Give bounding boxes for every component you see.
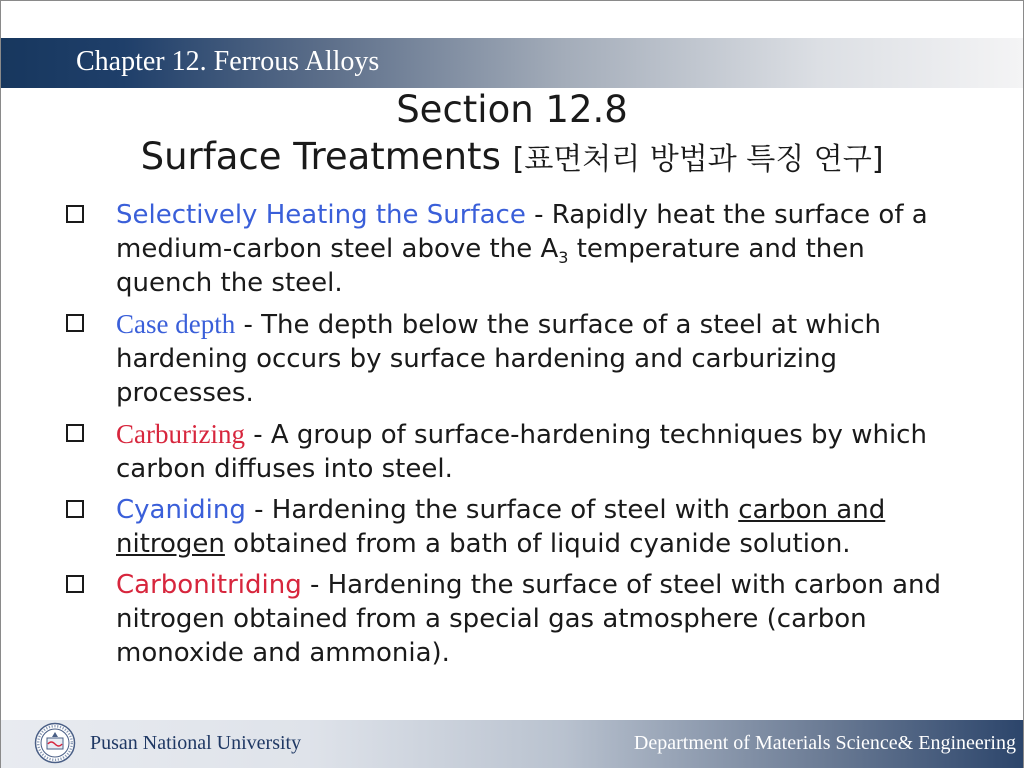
bullet-item-carburizing bbox=[66, 417, 966, 486]
subscript: 3 bbox=[558, 248, 569, 268]
square-bullet-icon bbox=[66, 575, 84, 593]
bullet-item-cyaniding bbox=[66, 493, 966, 561]
square-bullet-icon bbox=[66, 314, 84, 332]
bullet-term: Carburizing bbox=[116, 419, 245, 449]
bullet-underlined-text: carbon and nitrogen bbox=[116, 495, 886, 559]
chapter-title: Chapter 12. Ferrous Alloys bbox=[76, 46, 380, 77]
bullet-item-case-depth bbox=[66, 307, 966, 410]
bullet-text-continued: temperature and then quench the steel. bbox=[116, 234, 865, 298]
bullet-text-continued: obtained from a bath of liquid cyanide solution. bbox=[224, 529, 851, 559]
slide-title-section: Section 12.8 bbox=[396, 88, 628, 131]
slide-title bbox=[0, 134, 1024, 178]
bullet-text: - The depth below the surface of a steel at which hardening occurs by surface hardening and carburizing processes. bbox=[116, 310, 882, 408]
bullet-term: Selectively Heating the Surface bbox=[116, 200, 526, 230]
bullet-item-selective-heating bbox=[66, 198, 966, 300]
slide-title-korean: [표면처리 방법과 특징 연구] bbox=[512, 142, 884, 177]
bullet-term: Carbonitriding bbox=[116, 570, 302, 600]
bullet-term: Case depth bbox=[116, 309, 236, 339]
square-bullet-icon bbox=[66, 205, 84, 223]
university-seal-icon bbox=[34, 722, 76, 764]
square-bullet-icon bbox=[66, 500, 84, 518]
university-name: Pusan National University bbox=[90, 732, 302, 754]
bullet-term: Cyaniding bbox=[116, 495, 246, 525]
bullet-item-carbonitriding bbox=[66, 568, 966, 670]
bullet-list bbox=[66, 198, 966, 670]
bullet-text: - Hardening the surface of steel with carbon and nitrogen obtained from a special gas atmosphere (carbon monoxide and ammonia). bbox=[116, 570, 942, 668]
bullet-text: - Rapidly heat the surface of a medium-carbon steel above the A bbox=[116, 200, 928, 264]
department-name: Department of Materials Science& Engineering bbox=[633, 732, 1016, 754]
slide-title-text: Surface Treatments bbox=[140, 135, 501, 178]
square-bullet-icon bbox=[66, 424, 84, 442]
bullet-text: - Hardening the surface of steel with bbox=[245, 495, 739, 525]
bullet-text: - A group of surface-hardening techniques by which carbon diffuses into steel. bbox=[116, 420, 927, 484]
